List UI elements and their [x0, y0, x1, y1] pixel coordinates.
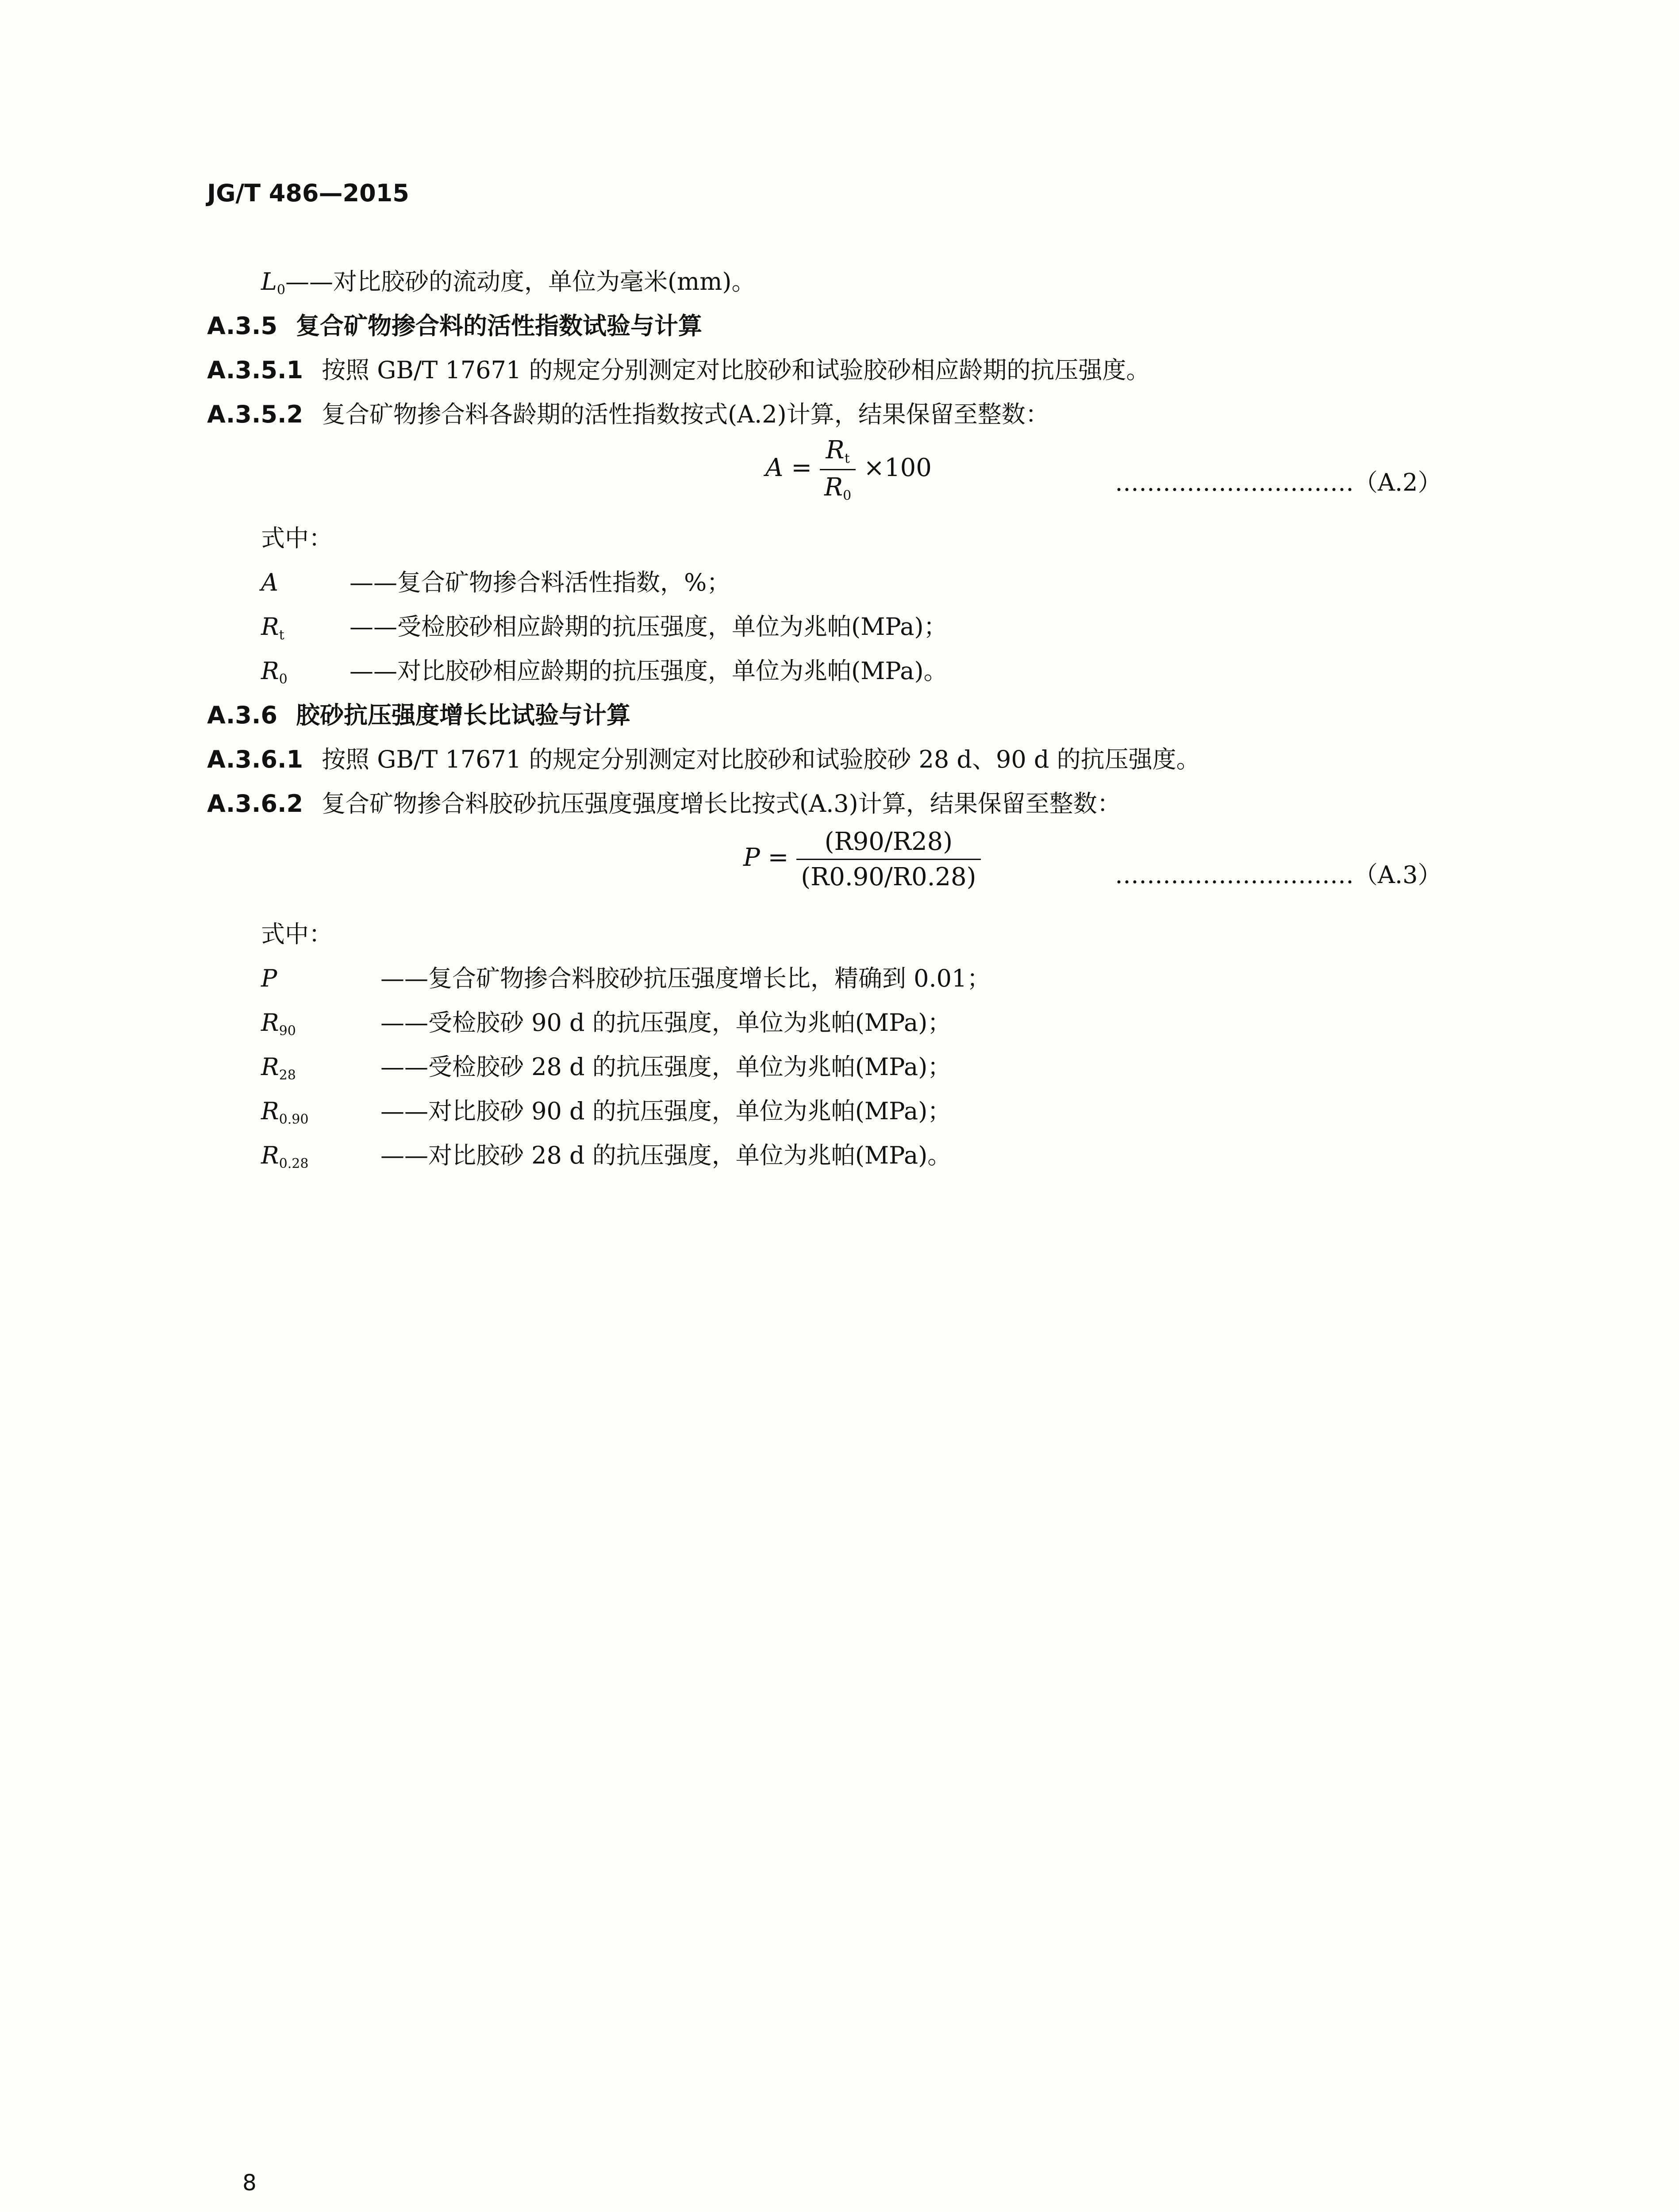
formula-a2-tag: …………………………（A.2）	[1115, 469, 1442, 496]
where-item: $R_{0.90}$ ——对比胶砂 90 d 的抗压强度，单位为兆帕(MPa)；	[261, 1097, 952, 1127]
where-item: $R_0$ ——对比胶砂相应龄期的抗压强度，单位为兆帕(MPa)。	[261, 657, 948, 687]
where-l0: $L_0——$对比胶砂的流动度，单位为毫米(mm)。	[261, 268, 756, 298]
where-item: $R_{90}$ ——受检胶砂 90 d 的抗压强度，单位为兆帕(MPa)；	[261, 1009, 952, 1039]
page-number: 8	[242, 2170, 257, 2196]
clause-a3352: A.3.5.2 复合矿物掺合料各龄期的活性指数按式(A.2)计算，结果保留至整数：	[207, 400, 1049, 428]
clause-a3362: A.3.6.2 复合矿物掺合料胶砂抗压强度强度增长比按式(A.3)计算，结果保留至整数：	[207, 790, 1121, 818]
where-item: A ——复合矿物掺合料活性指数，%；	[261, 568, 731, 596]
clause-a336: A.3.6 胶砂抗压强度增长比试验与计算	[207, 701, 630, 729]
formula-a3: P = $\frac{(R90/R28)}{(R0.90/R0.28)}$	[743, 827, 981, 891]
clause-a3351: A.3.5.1 按照 GB/T 17671 的规定分别测定对比胶砂和试验胶砂相应龄期的抗压强度。	[207, 356, 1150, 384]
document-id-header: JG/T 486—2015	[207, 179, 409, 207]
where-item: $R_{28}$ ——受检胶砂 28 d 的抗压强度，单位为兆帕(MPa)；	[261, 1053, 952, 1083]
formula-a2: A = $\frac{R_t}{R_0}$ ×100	[765, 436, 932, 503]
clause-a335: A.3.5 复合矿物掺合料的活性指数试验与计算	[207, 312, 702, 340]
where-item: P ——复合矿物掺合料胶砂抗压强度增长比，精确到 0.01；	[261, 964, 991, 992]
where-item: $R_{0.28}$ ——对比胶砂 28 d 的抗压强度，单位为兆帕(MPa)。	[261, 1141, 952, 1171]
fraction: $\frac{R_t}{R_0}$	[820, 436, 856, 503]
where-item: $R_t$ ——受检胶砂相应龄期的抗压强度，单位为兆帕(MPa)；	[261, 613, 948, 643]
fraction: $\frac{(R90/R28)}{(R0.90/R0.28)}$	[796, 827, 980, 891]
where-label-2: 式中：	[261, 920, 333, 948]
formula-a3-tag: …………………………（A.3）	[1115, 861, 1442, 889]
clause-a3361: A.3.6.1 按照 GB/T 17671 的规定分别测定对比胶砂和试验胶砂 28 d、90 d 的抗压强度。	[207, 745, 1200, 773]
where-label-1: 式中：	[261, 524, 333, 552]
